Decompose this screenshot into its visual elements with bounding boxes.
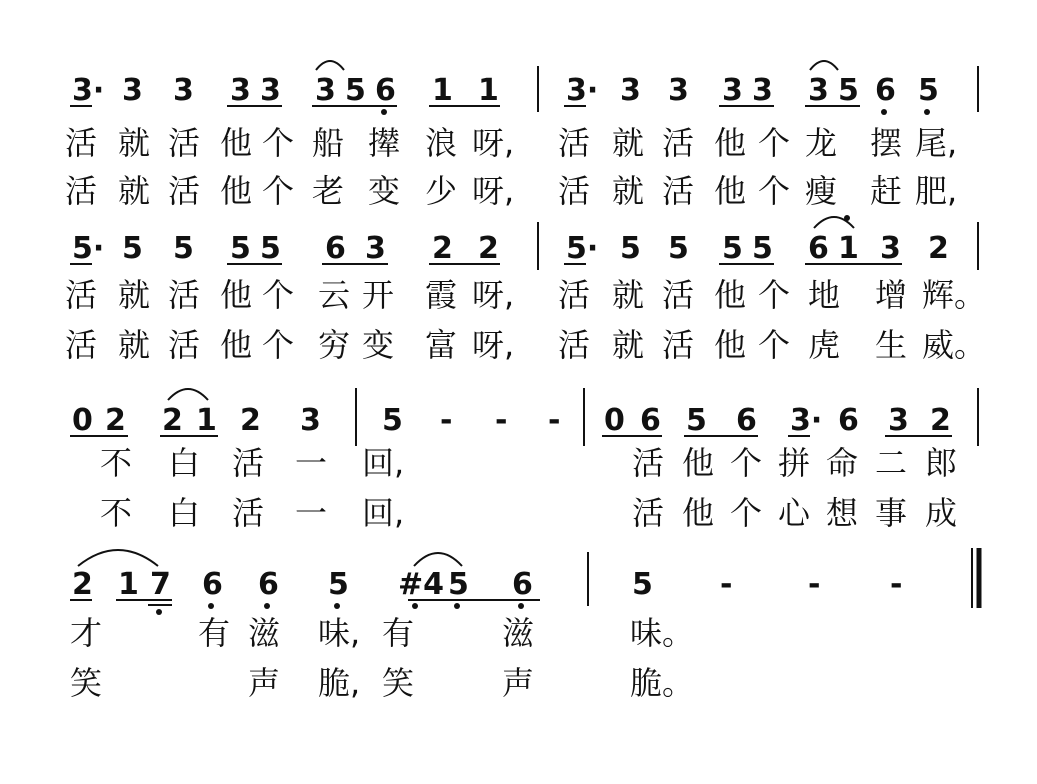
lyric: 他 — [682, 494, 715, 532]
lyric: 白 — [168, 444, 201, 482]
lyric: 滋 — [502, 614, 535, 652]
lyric: 活 — [558, 326, 591, 364]
lyric: 滋 — [248, 614, 281, 652]
lyric: 活 — [558, 172, 591, 210]
lyric: 个 — [262, 172, 295, 210]
lyrics-verse-1 — [70, 614, 694, 652]
notes-row-1 — [72, 73, 939, 108]
lyric: 活 — [168, 276, 201, 314]
note: 2 — [928, 231, 949, 266]
lyric: 他 — [714, 276, 747, 314]
lyric: 呀, — [472, 172, 515, 210]
lyric: 呀, — [472, 326, 515, 364]
note: 2 — [240, 403, 261, 438]
note: 6 — [375, 73, 396, 108]
lyric: 船 — [312, 124, 345, 162]
note: 6 — [736, 403, 757, 438]
lyric: 活 — [662, 276, 695, 314]
lyrics-verse-1 — [100, 444, 957, 482]
lyric: 他 — [220, 276, 253, 314]
low-octave-dot — [264, 603, 270, 609]
lyric: 瘦 — [805, 172, 838, 210]
low-octave-dot — [518, 603, 524, 609]
lyric: 他 — [220, 172, 253, 210]
note: 6 — [202, 567, 223, 602]
lyrics-verse-2 — [65, 172, 957, 210]
lyric: 笑 — [382, 664, 415, 702]
note: 3 — [722, 73, 743, 108]
lyric: 脆, — [318, 664, 361, 702]
lyric: 活 — [65, 326, 98, 364]
lyric: 声 — [502, 664, 535, 702]
lyric: 活 — [168, 172, 201, 210]
low-octave-dot — [924, 109, 930, 115]
lyric: 活 — [65, 172, 98, 210]
low-octave-dot — [412, 603, 418, 609]
notes-row-2 — [72, 231, 949, 266]
lyric: 笑 — [70, 664, 103, 702]
note: 6 — [808, 231, 829, 266]
note: - — [440, 403, 453, 438]
note: 3· — [72, 73, 105, 108]
lyric: 个 — [262, 326, 295, 364]
lyric: 摆 — [870, 124, 903, 162]
lyric: 活 — [558, 276, 591, 314]
lyric: 虎 — [808, 326, 841, 364]
system-2 — [65, 215, 986, 364]
low-octave-dot — [881, 109, 887, 115]
note: 2 — [478, 231, 499, 266]
note: 3 — [752, 73, 773, 108]
lyric: 活 — [168, 326, 201, 364]
lyric: 他 — [714, 172, 747, 210]
lyric: 他 — [220, 326, 253, 364]
note: 1 — [478, 73, 499, 108]
lyric: 味, — [318, 614, 361, 652]
note: - — [495, 403, 508, 438]
lyric: 味。 — [630, 614, 695, 652]
low-octave-dot — [334, 603, 340, 609]
low-octave-dot — [208, 603, 214, 609]
slur — [316, 61, 344, 70]
lyric: 活 — [65, 124, 98, 162]
note: 5 — [668, 231, 689, 266]
note: 6 — [640, 403, 661, 438]
note: 3 — [173, 73, 194, 108]
lyric: 就 — [118, 124, 151, 162]
lyric: 就 — [118, 326, 151, 364]
slur — [810, 61, 838, 70]
note: 3 — [122, 73, 143, 108]
underlines — [70, 600, 540, 605]
system-3 — [70, 388, 978, 532]
note: 3 — [230, 73, 251, 108]
note: 1 — [196, 403, 217, 438]
note: 3 — [808, 73, 829, 108]
note: 0 — [72, 403, 93, 438]
note: 7 — [150, 567, 171, 602]
lyric: 浪 — [425, 124, 458, 162]
lyric: 增 — [875, 276, 908, 314]
note: 3· — [566, 73, 599, 108]
lyric: 活 — [632, 444, 665, 482]
note: 5 — [448, 567, 469, 602]
note: 2 — [162, 403, 183, 438]
note: 1 — [432, 73, 453, 108]
lyric: 他 — [714, 124, 747, 162]
lyric: 个 — [730, 444, 763, 482]
note: - — [890, 567, 903, 602]
lyric: 成 — [925, 494, 958, 532]
note: 6 — [258, 567, 279, 602]
lyric: 有 — [198, 614, 231, 652]
note: 3 — [260, 73, 281, 108]
lyric: 生 — [875, 326, 908, 364]
note: 6 — [838, 403, 859, 438]
lyric: 个 — [758, 326, 791, 364]
lyric: 呀, — [472, 124, 515, 162]
lyrics-verse-2 — [70, 664, 694, 702]
lyric: 个 — [758, 124, 791, 162]
note: 3 — [365, 231, 386, 266]
note: 5 — [345, 73, 366, 108]
lyric: 呀, — [472, 276, 515, 314]
note: #4 — [398, 567, 445, 602]
lyric: 他 — [220, 124, 253, 162]
note: 5 — [722, 231, 743, 266]
note: 3 — [880, 231, 901, 266]
note: 1 — [838, 231, 859, 266]
lyric: 赶 — [870, 172, 903, 210]
note: 2 — [72, 567, 93, 602]
lyric: 变 — [362, 326, 395, 364]
lyrics-verse-1 — [65, 124, 957, 162]
note: 5 — [686, 403, 707, 438]
note: - — [720, 567, 733, 602]
lyric: 尾, — [915, 124, 958, 162]
notes-row-3 — [72, 403, 951, 438]
lyric: 辉。 — [922, 276, 987, 314]
note: 6 — [512, 567, 533, 602]
lyric: 穷 — [318, 326, 351, 364]
lyric: 不 — [100, 444, 133, 482]
lyric: 威。 — [922, 326, 987, 364]
note: 3 — [315, 73, 336, 108]
note: 5 — [632, 567, 653, 602]
lyric: 活 — [632, 494, 665, 532]
lyric: 就 — [118, 276, 151, 314]
note: 5 — [328, 567, 349, 602]
lyrics-verse-1 — [65, 276, 986, 314]
lyric: 有 — [382, 614, 415, 652]
note: 5 — [173, 231, 194, 266]
note: 3 — [668, 73, 689, 108]
lyric: 个 — [730, 494, 763, 532]
note: 5 — [918, 73, 939, 108]
lyric: 开 — [362, 276, 395, 314]
lyric: 拼 — [778, 444, 811, 482]
lyric: 活 — [232, 444, 265, 482]
note: 3· — [790, 403, 823, 438]
lyric: 就 — [612, 276, 645, 314]
lyric: 富 — [425, 326, 458, 364]
note: 5 — [838, 73, 859, 108]
lyric: 就 — [612, 172, 645, 210]
lyric: 少 — [425, 172, 458, 210]
lyric: 老 — [312, 172, 345, 210]
lyrics-verse-2 — [65, 326, 986, 364]
note: 5 — [260, 231, 281, 266]
lyric: 撵 — [368, 124, 401, 162]
lyric: 才 — [70, 614, 103, 652]
lyric: 一 — [295, 494, 328, 532]
lyric: 个 — [262, 124, 295, 162]
note: - — [808, 567, 821, 602]
note: 6 — [325, 231, 346, 266]
lyric: 不 — [100, 494, 133, 532]
lyric: 肥, — [915, 172, 958, 210]
lyric: 一 — [295, 444, 328, 482]
lyric: 个 — [262, 276, 295, 314]
lyric: 回, — [362, 494, 405, 532]
lyric: 地 — [808, 276, 841, 314]
low-octave-dot — [454, 603, 460, 609]
slur — [414, 553, 462, 566]
note: 5 — [382, 403, 403, 438]
lyric: 个 — [758, 172, 791, 210]
notes-row-4 — [72, 567, 902, 602]
lyric: 就 — [612, 326, 645, 364]
lyric: 个 — [758, 276, 791, 314]
note: 3 — [300, 403, 321, 438]
note: 5 — [620, 231, 641, 266]
slur — [78, 550, 158, 566]
lyrics-verse-2 — [100, 494, 957, 532]
lyric: 活 — [65, 276, 98, 314]
lyric: 回, — [362, 444, 405, 482]
note: 5· — [72, 231, 105, 266]
note: 3 — [888, 403, 909, 438]
note: 3 — [620, 73, 641, 108]
lyric: 命 — [826, 444, 859, 482]
note: 2 — [105, 403, 126, 438]
lyric: 想 — [826, 494, 859, 532]
note: 5 — [122, 231, 143, 266]
system-1 — [65, 61, 978, 210]
low-octave-dot — [156, 609, 162, 615]
lyric: 活 — [232, 494, 265, 532]
lyric: 他 — [714, 326, 747, 364]
lyric: 郎 — [925, 444, 958, 482]
note: - — [548, 403, 561, 438]
lyric: 活 — [168, 124, 201, 162]
lyric: 脆。 — [630, 664, 695, 702]
lyric: 就 — [612, 124, 645, 162]
lyric: 声 — [248, 664, 281, 702]
lyric: 活 — [662, 172, 695, 210]
note: 2 — [432, 231, 453, 266]
lyric: 变 — [368, 172, 401, 210]
note: 2 — [930, 403, 951, 438]
lyric: 他 — [682, 444, 715, 482]
note: 5· — [566, 231, 599, 266]
system-4 — [70, 548, 979, 702]
note: 6 — [875, 73, 896, 108]
lyric: 事 — [875, 494, 908, 532]
lyric: 活 — [558, 124, 591, 162]
lyric: 就 — [118, 172, 151, 210]
lyric: 活 — [662, 124, 695, 162]
lyric: 活 — [662, 326, 695, 364]
slur — [168, 389, 208, 400]
lyric: 霞 — [425, 276, 458, 314]
lyric: 白 — [168, 494, 201, 532]
lyric: 龙 — [805, 124, 838, 162]
note: 5 — [230, 231, 251, 266]
lyric: 二 — [875, 444, 908, 482]
note: 5 — [752, 231, 773, 266]
low-octave-dot — [381, 109, 387, 115]
note: 0 — [604, 403, 625, 438]
note: 1 — [118, 567, 139, 602]
lyric: 心 — [778, 494, 811, 532]
lyric: 云 — [318, 276, 351, 314]
